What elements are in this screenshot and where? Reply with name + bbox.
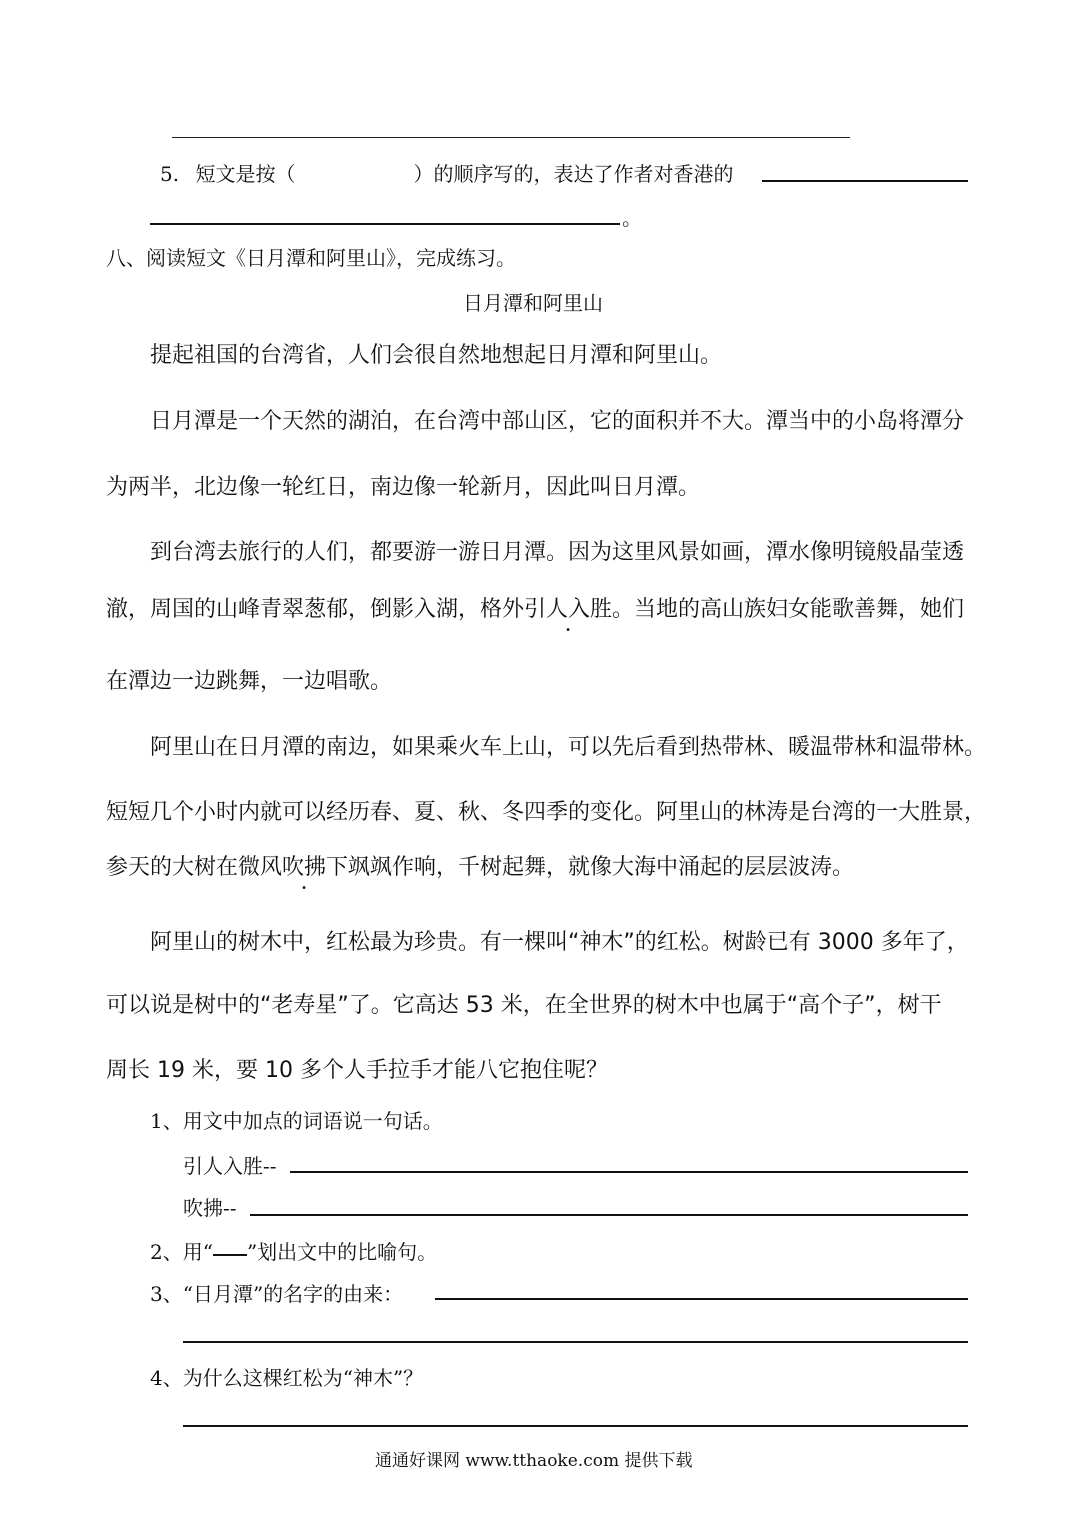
- answer-line: [183, 1425, 968, 1427]
- question-5-text-a: 短文是按（: [195, 162, 296, 186]
- passage-p4-line3: [106, 850, 854, 881]
- footer: 通通好课网 www.tthaoke.com 提供下载: [375, 1451, 693, 1471]
- answer-line: [290, 1171, 968, 1173]
- question-4: 4、为什么这棵红松为“神木”？: [150, 1366, 424, 1390]
- question-5: [160, 158, 733, 187]
- answer-line: [435, 1298, 968, 1300]
- question-3: 3、“日月潭”的名字的由来：: [150, 1282, 404, 1306]
- passage-p4-line1: 阿里山在日月潭的南边，如果乘火车上山，可以先后看到热带林、暖温带林和温带林。: [150, 735, 987, 760]
- question-1-item-b: 吹拂--: [183, 1196, 237, 1220]
- passage-p5-line1: 阿里山的树木中，红松最为珍贵。有一棵叫“神木”的红松。树龄已有 3000 多年了，: [150, 930, 969, 955]
- dotted-word-chuifu: [282, 855, 326, 880]
- question-5-text-b: ）的顺序写的，表达了作者对香港的: [413, 162, 734, 186]
- passage-p5-line3: 周长 19 米，要 10 多个人手拉手才能八它抱住呢？: [106, 1058, 608, 1083]
- underline-sample: [213, 1253, 247, 1256]
- period: 。: [622, 206, 642, 230]
- section-heading: 八、阅读短文《日月潭和阿里山》，完成练习。: [106, 246, 516, 270]
- answer-line: [250, 1214, 968, 1216]
- question-1-item-a: 引人入胜--: [183, 1154, 277, 1178]
- dotted-text: 引人入胜: [524, 597, 613, 622]
- text: 。当地的高山族妇女能歌善舞，她们: [612, 597, 965, 622]
- dotted-word-yinrenrusheng: [524, 597, 612, 622]
- question-2: [150, 1236, 437, 1265]
- passage-p3-line3: 在潭边一边跳舞，一边唱歌。: [106, 669, 393, 694]
- answer-line: [762, 180, 968, 182]
- dotted-text: 吹拂: [282, 855, 327, 880]
- passage-p1: 提起祖国的台湾省，人们会很自然地想起日月潭和阿里山。: [150, 343, 723, 368]
- answer-line: [150, 223, 620, 225]
- question-2-text-a: 2、用“: [150, 1240, 213, 1264]
- passage-p5-line2: 可以说是树中的“老寿星”了。它高达 53 米，在全世界的树木中也属于“高个子”，树干: [106, 993, 942, 1018]
- passage-p4-line2: 短短几个小时内就可以经历春、夏、秋、冬四季的变化。阿里山的林涛是台湾的一大胜景，: [106, 800, 987, 825]
- passage-title: 日月潭和阿里山: [463, 291, 603, 315]
- text: 参天的大树在微风: [106, 855, 283, 880]
- passage-p2-line1: 日月潭是一个天然的湖泊，在台湾中部山区，它的面积并不大。潭当中的小岛将潭分: [150, 409, 965, 434]
- text: 下飒飒作响，千树起舞，就像大海中涌起的层层波涛。: [326, 855, 855, 880]
- question-1: 1、用文中加点的词语说一句话。: [150, 1109, 443, 1133]
- question-number: 5.: [160, 162, 180, 186]
- top-answer-line: [172, 137, 850, 138]
- passage-p3-line2: [106, 592, 964, 623]
- passage-p3-line1: 到台湾去旅行的人们，都要游一游日月潭。因为这里风景如画，潭水像明镜般晶莹透: [150, 540, 965, 565]
- text: 澈，周国的山峰青翠葱郁，倒影入湖，格外: [106, 597, 525, 622]
- passage-p2-line2: 为两半，北边像一轮红日，南边像一轮新月，因此叫日月潭。: [106, 475, 701, 500]
- question-2-text-b: ”划出文中的比喻句。: [246, 1240, 438, 1264]
- answer-line: [183, 1341, 968, 1343]
